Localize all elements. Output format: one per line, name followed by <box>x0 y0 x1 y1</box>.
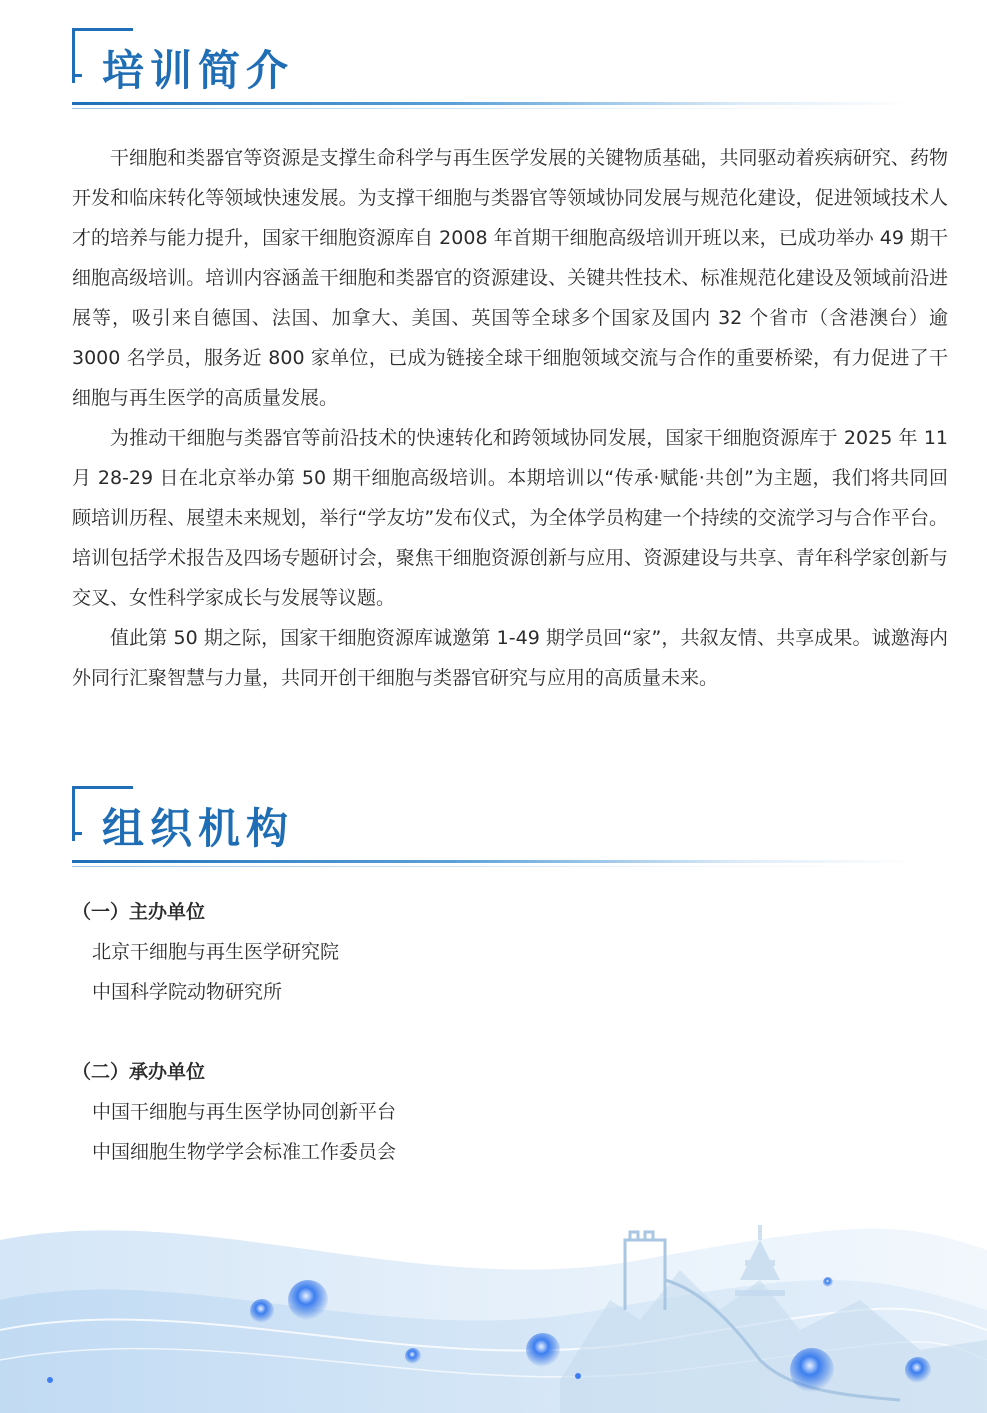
organizer-unit-item: 中国细胞生物学学会标准工作委员会 <box>92 1141 397 1163</box>
intro-paragraph-3: 值此第 50 期之际，国家干细胞资源库诚邀第 1-49 期学员回“家”，共叙友情、共享成果。诚邀海内外同行汇聚智慧与力量，共同开创干细胞与类器官研究与应用的高质量未来。 <box>72 627 948 689</box>
title-underline <box>72 102 912 105</box>
intro-section-header <box>72 28 912 108</box>
glowing-orb <box>405 1348 421 1364</box>
title-underline <box>72 860 912 863</box>
intro-paragraph-1: 干细胞和类器官等资源是支撑生命科学与再生医学发展的关键物质基础，共同驱动着疾病研究、药物开发和临床转化等领域快速发展。为支撑干细胞与类器官等领域协同发展与规范化建设，促进领域技术人才的培养与能力提升，国家干细胞资源库自 2008 年首期干细胞高级培训开班以来，已成功举办 49 期干细胞高级培训。培训内容涵盖干细胞和类器官的资源建设、关键共性技术、标准规范化建设及领域前沿进展等，吸引来自德国、法国、加拿大、美国、英国等全球多个国家及国内 32 个省市（含港澳台）逾 3000 名学员，服务近 800 家单位，已成为链接全球干细胞领域交流与合作的重要桥梁，有力促进了干细胞与再生医学的高质量发展。 <box>72 147 948 409</box>
glowing-orb <box>250 1299 274 1323</box>
host-unit-item: 北京干细胞与再生医学研究院 <box>92 941 340 963</box>
host-units-block <box>72 892 932 1012</box>
footer-decoration <box>0 1180 987 1413</box>
intro-body <box>72 138 948 698</box>
glowing-orb <box>575 1373 581 1379</box>
glowing-orb <box>790 1348 834 1392</box>
organizer-unit-item: 中国干细胞与再生医学协同创新平台 <box>92 1101 397 1123</box>
glowing-orb <box>47 1377 53 1383</box>
organization-section-header <box>72 786 912 866</box>
title-underline-thin <box>72 866 912 867</box>
glowing-orb <box>823 1277 833 1287</box>
organizer-units-block <box>72 1052 932 1172</box>
organizer-units-heading: （二）承办单位 <box>72 1061 206 1083</box>
intro-section-title: 培训简介 <box>102 46 295 95</box>
host-unit-item: 中国科学院动物研究所 <box>92 981 283 1003</box>
glowing-orb <box>905 1357 931 1383</box>
title-underline-thin <box>72 108 912 109</box>
intro-paragraph-2: 为推动干细胞与类器官等前沿技术的快速转化和跨领域协同发展，国家干细胞资源库于 2025 年 11 月 28-29 日在北京举办第 50 期干细胞高级培训。本期培训以“传承·赋能·共创”为主题，我们将共同回顾培训历程、展望未来规划，举行“学友坊”发布仪式，为全体学员构建一个持续的交流学习与合作平台。培训包括学术报告及四场专题研讨会，聚焦干细胞资源创新与应用、资源建设与共享、青年科学家创新与交叉、女性科学家成长与发展等议题。 <box>72 427 948 609</box>
glowing-orb <box>526 1333 560 1367</box>
organization-section-title: 组织机构 <box>102 804 295 853</box>
title-bracket-foot <box>72 832 82 835</box>
host-units-heading: （一）主办单位 <box>72 901 206 923</box>
title-bracket-foot <box>72 74 82 77</box>
glowing-orb <box>288 1280 328 1320</box>
